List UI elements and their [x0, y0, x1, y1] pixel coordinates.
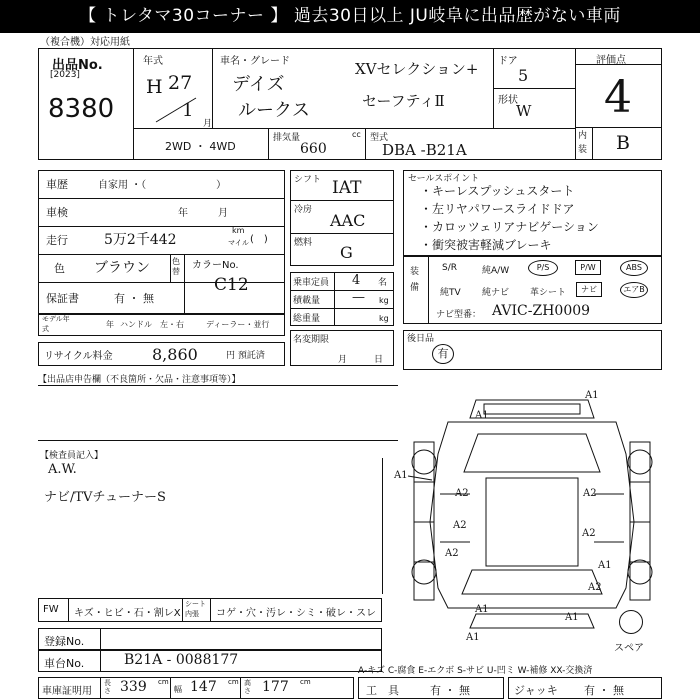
lot-label: 出品No. [52, 58, 103, 73]
damage-mark-11: A1 [475, 604, 489, 615]
rating-label: 評価点 [596, 55, 626, 66]
damage-mark-5: A2 [583, 488, 597, 499]
ac-label: 冷房 [294, 205, 313, 215]
interior-score: B [616, 132, 630, 154]
ac-value: AAC [330, 211, 366, 230]
width-value: 147 [190, 679, 217, 695]
equip-tv: 純TV [440, 288, 461, 298]
equip-pw: P/W [575, 260, 601, 275]
load-unit: kg [379, 296, 389, 305]
spare-tire-icon [619, 610, 643, 634]
model-year-unit: 年 [106, 320, 114, 329]
navi-model: AVIC-ZH0009 [492, 303, 591, 319]
shaken-label: 車検 [46, 206, 68, 219]
equip-ps: P/S [528, 260, 558, 276]
damage-mark-1: A1 [585, 390, 599, 401]
equip-navi: ナビ [576, 282, 602, 297]
displacement-label: 排気量 [273, 133, 301, 143]
jack-label: ジャッキ [514, 684, 558, 697]
shift-value: IAT [332, 178, 362, 198]
shareki-value: 自家用 ・（ ） [98, 180, 227, 191]
sales-point-4: ・衝突被害軽減ブレーキ [420, 238, 552, 252]
length-value: 339 [120, 679, 147, 695]
fw-glass-items: キズ・ヒビ・石・割レX [74, 608, 181, 619]
height-value: 177 [262, 679, 289, 695]
displacement-unit: cc [352, 130, 361, 139]
mileage-label: 走行 [46, 234, 68, 247]
damage-mark-13: A1 [466, 632, 480, 643]
displacement-value: 660 [300, 141, 327, 157]
mileage-unit-mile: マイル [228, 239, 249, 247]
name-grade-label: 車名・グレード [220, 56, 290, 67]
car-name-2: ルークス [238, 100, 310, 121]
shaken-value: 年 月 [178, 208, 228, 219]
drive-type: 2WD ・ 4WD [165, 140, 236, 153]
car-diagram [388, 382, 662, 644]
color-no: C12 [214, 275, 249, 295]
color-change: 色替 [172, 257, 180, 276]
tools-label: 工 具 [366, 684, 399, 697]
model-value: DBA -B21A [382, 141, 467, 159]
load-value: — [352, 290, 365, 305]
name-change-value: 月 日 [338, 355, 384, 365]
damage-mark-12: A1 [565, 612, 579, 623]
equip-sr: S/R [442, 263, 457, 273]
fuel-label: 燃料 [294, 238, 313, 248]
jack-value: 有 ・ 無 [584, 684, 624, 697]
sales-point-2: ・左リヤパワースライドドア [420, 202, 575, 216]
weight-unit: kg [379, 314, 389, 323]
damage-mark-6: A2 [453, 520, 467, 531]
month-unit: 月 [203, 119, 213, 129]
model-label: 型式 [370, 133, 389, 143]
capacity-label: 乗車定員 [293, 278, 330, 288]
grade-1: XVセレクション+ [355, 60, 479, 78]
length-unit: cm [158, 678, 169, 686]
color-no-label: カラーNo. [192, 260, 239, 271]
chassis-label: 車台No. [44, 657, 85, 670]
width-label: 幅 [174, 685, 182, 694]
damage-mark-4: A2 [455, 488, 469, 499]
capacity-value: 4 [352, 273, 361, 288]
interior-label: 内装 [578, 131, 588, 155]
damage-mark-2: A1 [475, 410, 489, 421]
subheader: （複合機）対応用紙 [40, 37, 130, 48]
weight-label: 総重量 [293, 314, 321, 324]
sales-point-1: ・キーレスプッシュスタート [420, 184, 575, 198]
load-label: 積載量 [293, 296, 321, 306]
equip-navi-pure: 純ナビ [482, 288, 510, 298]
sales-point-3: ・カロッツェリアナビゲーション [420, 220, 599, 234]
equip-abs: ABS [620, 260, 648, 276]
inspector-line-1: A.W. [48, 462, 77, 477]
color-label: 色 [54, 262, 65, 275]
year-number: 27 [168, 72, 193, 94]
damage-mark-3: A1 [394, 470, 408, 481]
lot-number: 8380 [48, 94, 115, 124]
handle-side: ハンドル 左・右 [120, 320, 184, 329]
mileage-unit-km: km [232, 226, 245, 235]
recycle-unit: 円 預託済 [226, 351, 265, 361]
header-block [38, 48, 662, 160]
equipment-label: 装備 [410, 267, 420, 293]
grade-2: セーフティⅡ [362, 92, 445, 110]
registration-label: 登録No. [44, 635, 85, 648]
car-name-1: デイズ [232, 74, 285, 95]
equip-leather: 革シート [530, 288, 567, 298]
capacity-unit: 名 [378, 278, 388, 288]
height-label: 高さ [244, 679, 251, 695]
name-change-label: 名変期限 [293, 335, 330, 345]
damage-mark-9: A2 [588, 582, 602, 593]
color-value: ブラウン [94, 260, 150, 276]
year-slash [150, 96, 202, 124]
fw-label: FW [43, 604, 59, 615]
door-label: ドア [498, 56, 518, 67]
height-unit: cm [300, 678, 311, 686]
model-year-label: モデル年式 [42, 315, 70, 333]
recycle-value: 8,860 [152, 345, 198, 364]
rating-score: 4 [604, 72, 632, 123]
lot-year-tag: [2023] [50, 70, 80, 80]
shareki-label: 車歴 [46, 178, 68, 191]
banner-title: 【 トレタマ30コーナー 】 過去30日以上 JU岐阜に出品歴がない車両 [0, 0, 700, 33]
year-label: 年式 [143, 56, 163, 67]
fw-seat-label: シート内張 [185, 600, 206, 618]
damage-mark-10: A2 [445, 548, 459, 559]
sales-points-label: セールスポイント [408, 174, 480, 184]
shift-label: シフト [294, 175, 322, 185]
shape-label: 形状 [498, 95, 518, 106]
damage-legend: A-キズ C-腐食 E-エクボ S-サビ U-凹ミ W-補修 XX-交換済 [358, 666, 593, 676]
equip-airbag: エアB [620, 282, 648, 298]
spare-label: スペア [614, 643, 644, 654]
fw-seat-items: コゲ・穴・汚レ・シミ・破レ・スレ [216, 608, 376, 619]
navi-model-label: ナビ型番： [436, 310, 482, 320]
inspector-line-2: ナビ/TVチューナーS [44, 490, 166, 505]
recycle-label: リサイクル料金 [44, 351, 113, 362]
warranty-label: 保証書 [46, 292, 79, 305]
later-items-label: 後日品 [407, 334, 435, 344]
tools-value: 有 ・ 無 [430, 684, 470, 697]
dealer-notes-label: 【出品店申告欄（不良箇所・欠品・注意事項等）】 [38, 375, 241, 385]
damage-mark-8: A1 [598, 560, 612, 571]
month-number: 1 [182, 100, 194, 121]
shape-value: W [516, 102, 532, 120]
mileage-value: 5万2千442 [104, 232, 177, 248]
equip-alloy: 純A/W [482, 266, 510, 276]
fuel-value: G [340, 243, 353, 262]
year-era: H [146, 76, 163, 98]
width-unit: cm [228, 678, 239, 686]
damage-mark-7: A2 [582, 528, 596, 539]
length-label: 長さ [104, 679, 111, 695]
registration-row [38, 628, 382, 650]
chassis-number: B21A - 0088177 [124, 652, 239, 668]
inspector-label: 【検査員記入】 [40, 451, 104, 461]
warranty-value: 有 ・ 無 [114, 292, 154, 305]
later-items-mark: 有 [432, 344, 454, 364]
dealer-type: ディーラー・並行 [206, 320, 270, 329]
door-count: 5 [518, 66, 529, 85]
dimensions-label: 車庫証明用 [42, 686, 92, 697]
